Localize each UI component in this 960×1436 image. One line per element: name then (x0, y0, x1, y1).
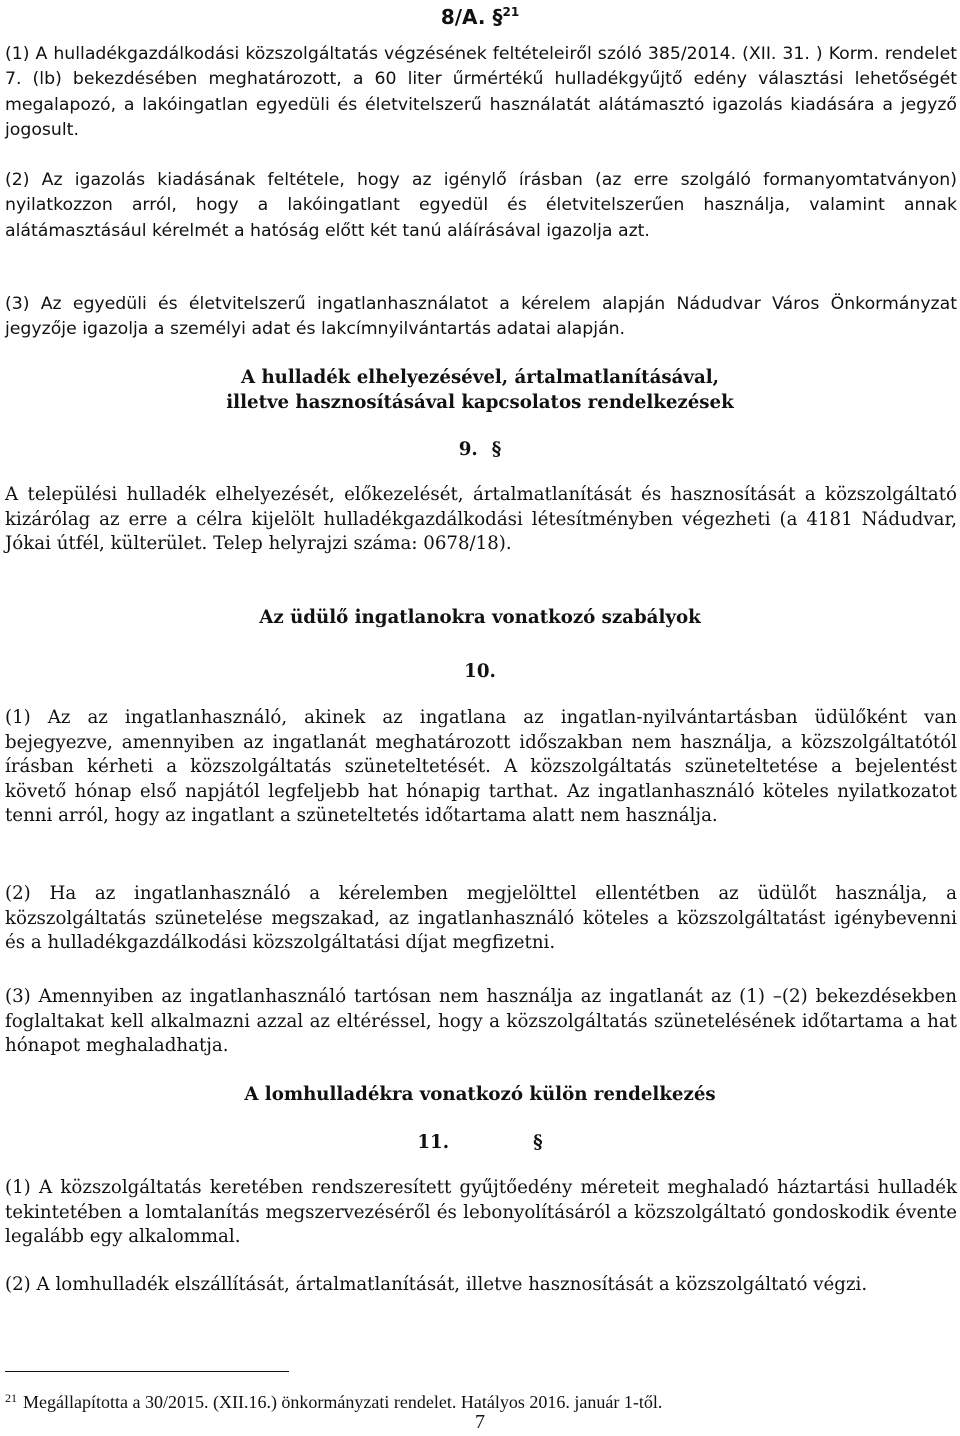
heading-holiday-properties: Az üdülő ingatlanokra vonatkozó szabályok (259, 607, 701, 628)
footnote-marker: 21 (5, 1391, 17, 1405)
page-number: 7 (475, 1411, 485, 1433)
section-10-paragraph-3: (3) Amennyiben az ingatlanhasználó tartósan nem használja az ingatlanát az (1) –(2) bekezdésekben foglaltakat kell alkalmazni azzal az eltéréssel, hogy a közszolgáltatás szünetelésének időtartama a hat hónapot meghaladhatja. (5, 986, 957, 1057)
section-8a-paragraph-1: (1) A hulladékgazdálkodási közszolgáltatás végzésének feltételeiről szóló 385/2014. (XII. 31. ) Korm. rendelet 7. (lb) bekezdésében meghatározott, a 60 liter űrmértékű hulladékgyűjtő edény választási lehetőségét megalapozó, a lakóingatlan egyedüli és életvitelszerű használatát alátámasztó igazolás kiadására a jegyző jogosult. (5, 44, 957, 140)
heading-waste-disposal-line-2: illetve hasznosításával kapcsolatos rendelkezések (226, 391, 734, 413)
section-11-paragraph-2: (2) A lomhulladék elszállítását, ártalmatlanítását, illetve hasznosítását a közszolgáltató végzi. (5, 1274, 868, 1295)
section-10-paragraph-2: (2) Ha az ingatlanhasználó a kérelemben megjelölttel ellentétben az üdülőt használja, a közszolgáltatás szünetelése megszakad, az ingatlanhasználó köteles a közszolgáltatást igénybevenni és a hulladékgazdálkodási közszolgáltatási díjat megfizetni. (5, 883, 957, 954)
section-8a-heading (0, 0, 960, 29)
section-11-symbol: § (533, 1132, 543, 1153)
section-9-paragraph-1: A települési hulladék elhelyezését, előkezelését, ártalmatlanítását és hasznosítását a közszolgáltató kizárólag az erre a célra kijelölt hulladékgazdálkodási létesítményben végezheti (a 4181 Nádudvar, Jókai útfél, külterület. Telep helyrajzi száma: 0678/18). (5, 484, 957, 555)
section-8a-paragraph-2: (2) Az igazolás kiadásának feltétele, hogy az igénylő írásban (az erre szolgáló formanyomtatványon) nyilatkozzon arról, hogy a lakóingatlant egyedül és életvitelszerűen használja, valamint annak alátámasztásául kérelmét a hatóság előtt két tanú aláírásával igazolja azt. (5, 170, 957, 241)
heading-bulky-waste: A lomhulladékra vonatkozó külön rendelkezés (244, 1084, 716, 1105)
section-10-heading (0, 660, 960, 684)
heading-waste-disposal (0, 366, 960, 415)
section-9-number: 9. (458, 439, 478, 460)
section-8a-label: 8/A. § (440, 5, 503, 29)
section-11-paragraph-1: (1) A közszolgáltatás keretében rendszeresített gyűjtőedény méreteit meghaladó háztartási hulladék tekintetében a lomtalanítás megszervezéséről és lebonyolításáról a közszolgáltató gondoskodik évente legalább egy alkalommal. (5, 1177, 957, 1248)
section-10-paragraph-1: (1) Az az ingatlanhasználó, akinek az ingatlana az ingatlan-nyilvántartásban üdülőként van bejegyezve, amennyiben az ingatlanát meghatározott időszakban nem használja, a közszolgáltatótól írásban kérheti a közszolgáltatás szüneteltetését. A közszolgáltatás szüneteltetése a bejelentést követő hónap első napjától legfeljebb hat hónapig tarthat. Az ingatlanhasználó köteles nyilatkozatot tenni arról, hogy az ingatlant a szüneteltetés időtartama alatt nem használja. (5, 707, 957, 827)
heading-waste-disposal-line-1: A hulladék elhelyezésével, ártalmatlanításával, (241, 367, 719, 388)
section-9-symbol: § (491, 439, 502, 460)
section-9-heading (0, 438, 960, 462)
section-10-number: 10. (464, 661, 496, 682)
section-11-number: 11. (417, 1132, 450, 1153)
section-8a-paragraph-3: (3) Az egyedüli és életvitelszerű ingatlanhasználatot a kérelem alapján Nádudvar Város Önkormányzat jegyzője igazolja a személyi adat és lakcímnyilvántartás adatai alapján. (5, 294, 957, 340)
footnote-divider (5, 1371, 289, 1372)
footnote-text: Megállapította a 30/2015. (XII.16.) önkormányzati rendelet. Hatályos 2016. január 1-től. (23, 1392, 663, 1412)
section-11-heading (0, 1131, 960, 1155)
footnote-reference[interactable]: 21 (502, 5, 520, 19)
